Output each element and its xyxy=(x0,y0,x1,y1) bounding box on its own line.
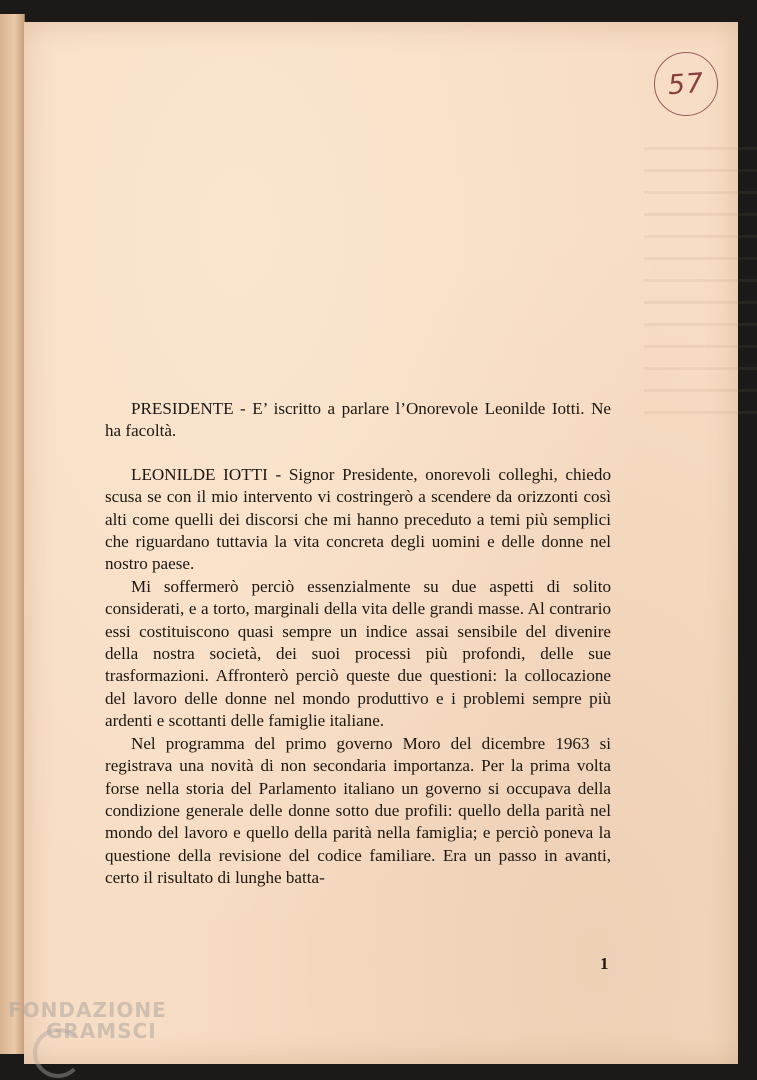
page-number: 1 xyxy=(600,954,609,973)
paragraph-iotti-intro: LEONILDE IOTTI - Signor Presidente, onorevoli colleghi, chiedo scusa se con il mio intervento vi costringerò a scendere da orizzonti così alti come quelli dei discorsi che mi hanno preceduto a temi più semplici che riguardano tuttavia la vita concreta degli uomini e delle donne nel nostro paese. xyxy=(105,464,611,574)
paragraph-aspects: Mi soffermerò perciò essenzialmente su due aspetti di solito considerati, e a torto, marginali della vita delle grandi masse. Al contrario essi costituiscono quasi sempre un indice assai sensibile del divenire della nostra società, dei suoi processi più profondi, delle sue trasformazioni. Affronterò perciò queste due questioni: la collocazione del lavoro delle donne nel mondo produttivo e i problemi sempre più ardenti e scottanti delle famiglie italiane. xyxy=(105,576,611,731)
previous-page-edge xyxy=(0,14,25,1054)
body-text xyxy=(105,398,611,890)
watermark-line2: GRAMSCI xyxy=(46,1019,157,1043)
watermark xyxy=(8,1000,167,1042)
watermark-line1: FONDAZIONE xyxy=(8,998,167,1022)
paragraph-programma: Nel programma del primo governo Moro del dicembre 1963 si registrava una novità di non secondaria importanza. Per la prima volta forse nella storia del Parlamento italiano un governo si occupava della condizione generale delle donne sotto due profili: quello della parità nel mondo del lavoro e quello della parità nella famiglia; e perciò poneva la questione della revisione del codice familiare. Era un passo in avanti, certo il risultato di lunghe batta- xyxy=(105,733,611,888)
paragraph-presidente: PRESIDENTE - E’ iscritto a parlare l’Onorevole Leonilde Iotti. Ne ha facoltà. xyxy=(105,399,611,441)
show-through-text xyxy=(644,147,757,417)
handwritten-folio-number: 57 xyxy=(652,50,720,118)
